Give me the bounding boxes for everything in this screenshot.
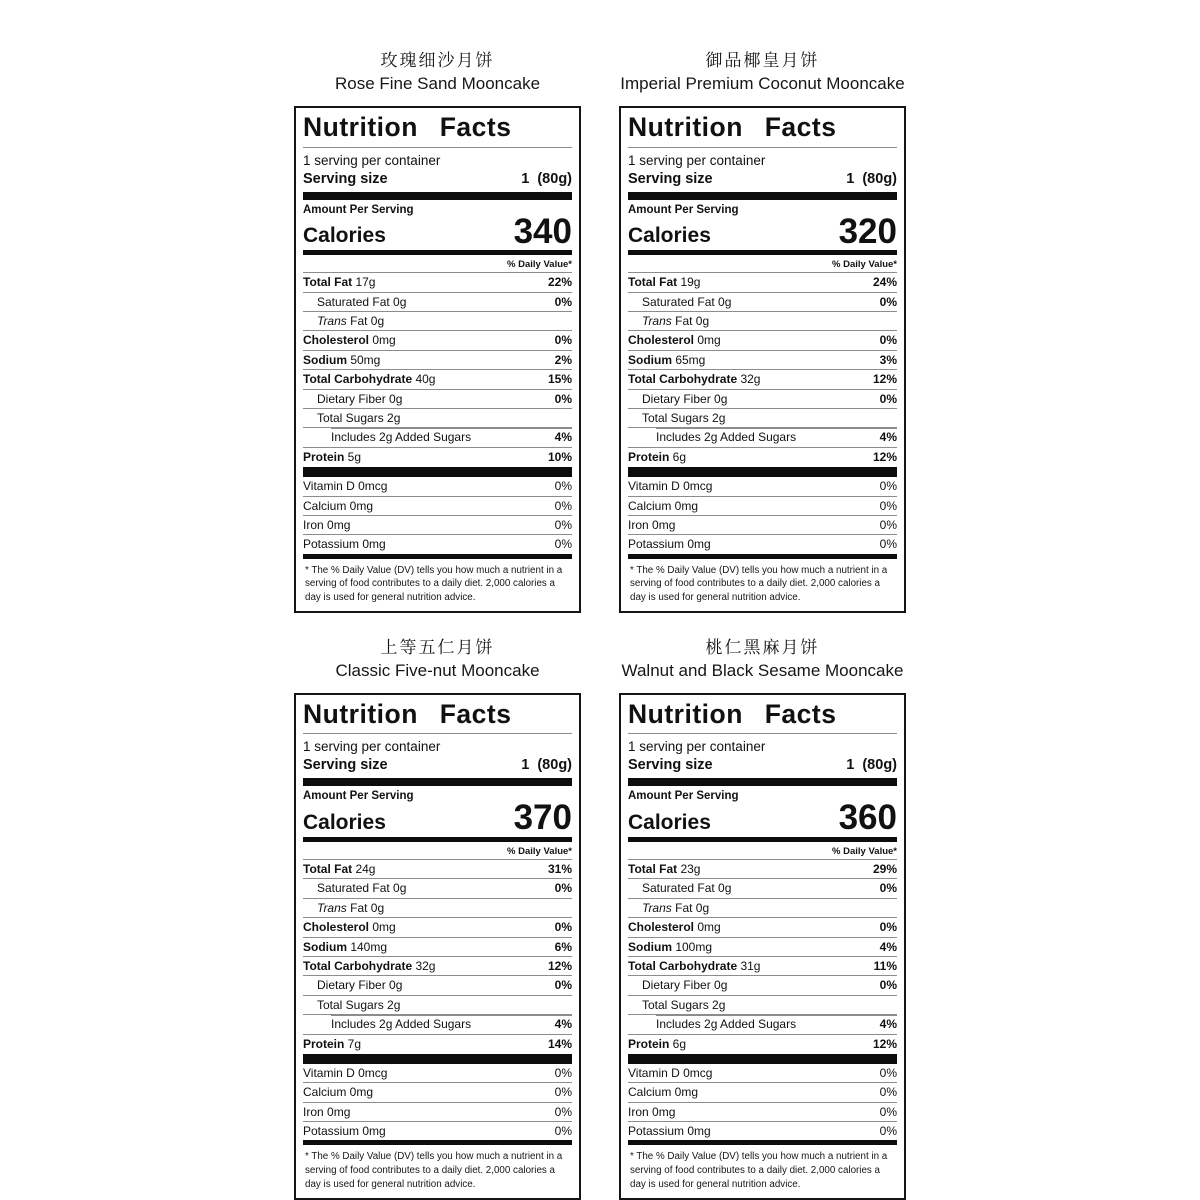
calories-row: [303, 211, 572, 251]
product-title-chinese: 上等五仁月饼: [380, 637, 495, 657]
serving-size-label: Serving size: [628, 170, 713, 187]
nutrition-facts-heading: Nutrition Facts: [303, 699, 572, 735]
nutrient-name-amount: Saturated Fat 0g: [642, 294, 732, 309]
nutrient-daily-value: 0%: [554, 498, 572, 513]
serving-size-row: [303, 169, 572, 192]
nutrition-facts-heading: Nutrition Facts: [628, 112, 897, 148]
nutrient-name-amount: Total Carbohydrate 40g: [303, 372, 436, 387]
nutrient-row: [628, 292, 897, 311]
calories-label: Calories: [303, 224, 386, 248]
nutrient-row: [628, 427, 897, 446]
nutrient-row: [628, 273, 897, 291]
mooncake-label: [619, 50, 906, 613]
nutrient-rows: [628, 860, 897, 1053]
nutrient-row: [303, 898, 572, 917]
nutrient-row: [303, 350, 572, 369]
nutrient-daily-value: 22%: [547, 275, 572, 290]
calories-row: [628, 798, 897, 838]
nutrient-daily-value: 0%: [554, 391, 572, 406]
nutrient-daily-value: 0%: [879, 479, 897, 494]
nutrient-daily-value: 31%: [547, 861, 572, 876]
product-title-block: [294, 50, 581, 95]
daily-value-header: % Daily Value*: [628, 255, 897, 273]
nutrient-daily-value: 14%: [547, 1036, 572, 1051]
nutrition-facts-panel: [619, 106, 906, 613]
product-title-block: [294, 637, 581, 682]
nutrient-name-amount: Protein 6g: [628, 449, 687, 464]
nutrient-row: [303, 292, 572, 311]
nutrient-daily-value: 4%: [554, 1017, 572, 1032]
nutrient-name-amount: Trans Fat 0g: [642, 900, 710, 915]
nutrient-daily-value: 12%: [872, 372, 897, 387]
nutrient-daily-value: 0%: [554, 333, 572, 348]
nutrient-daily-value: 0%: [879, 1124, 897, 1139]
nutrient-name-amount: Total Fat 24g: [303, 861, 376, 876]
nutrient-daily-value: 6%: [554, 939, 572, 954]
calories-value: 370: [513, 798, 572, 838]
nutrient-name-amount: Includes 2g Added Sugars: [656, 430, 797, 445]
nutrient-row: [628, 995, 897, 1014]
nutrient-daily-value: 0%: [554, 881, 572, 896]
nutrient-name-amount: Saturated Fat 0g: [642, 881, 732, 896]
nutrient-name-amount: Saturated Fat 0g: [317, 881, 407, 896]
nutrient-daily-value: 0%: [879, 978, 897, 993]
nutrient-name-amount: Total Carbohydrate 32g: [303, 958, 436, 973]
nutrient-daily-value: 3%: [879, 352, 897, 367]
product-title-english: Classic Five-nut Mooncake: [335, 660, 540, 680]
calories-label: Calories: [628, 224, 711, 248]
nutrient-daily-value: 11%: [873, 958, 897, 973]
nutrient-row: [628, 860, 897, 878]
amount-per-serving-label: Amount Per Serving: [303, 203, 414, 216]
nutrient-name-amount: Total Sugars 2g: [317, 410, 401, 425]
nutrient-row: [628, 534, 897, 553]
nutrient-daily-value: 12%: [872, 1036, 897, 1051]
amount-per-serving-label: Amount Per Serving: [628, 203, 739, 216]
nutrient-row: [303, 496, 572, 515]
nutrient-name-amount: Trans Fat 0g: [317, 313, 385, 328]
nutrient-row: [303, 389, 572, 408]
nutrient-name-amount: Total Fat 19g: [628, 275, 701, 290]
nutrient-name-amount: Sodium 65mg: [628, 352, 706, 367]
nutrient-daily-value: 0%: [554, 978, 572, 993]
vitamin-rows: [628, 1064, 897, 1141]
nutrient-daily-value: 2%: [554, 352, 572, 367]
nutrient-daily-value: 10%: [547, 449, 572, 464]
servings-per-container: 1 serving per container: [628, 739, 766, 755]
nutrient-name-amount: Calcium 0mg: [303, 1085, 374, 1100]
nutrient-name-amount: Potassium 0mg: [303, 1124, 386, 1139]
nutrient-name-amount: Iron 0mg: [628, 1104, 676, 1119]
product-title-block: [619, 637, 906, 682]
daily-value-footnote: * The % Daily Value (DV) tells you how much a nutrient in a serving of food contributes to a daily diet. 2,000 calories a day is used for general nutrition advice.: [305, 1151, 563, 1190]
serving-size-label: Serving size: [303, 170, 388, 187]
servings-per-container: 1 serving per container: [303, 739, 441, 755]
nutrient-row: [628, 1064, 897, 1082]
servings-per-container: 1 serving per container: [303, 152, 441, 168]
nutrient-daily-value: 0%: [879, 920, 897, 935]
nutrient-row: [628, 975, 897, 994]
nutrient-name-amount: Calcium 0mg: [628, 1085, 699, 1100]
nutrient-row: [303, 273, 572, 291]
nutrient-row: [303, 1064, 572, 1082]
thick-divider: [628, 1054, 897, 1064]
nutrient-name-amount: Vitamin D 0mcg: [303, 479, 388, 494]
thick-divider: [303, 192, 572, 200]
nutrient-row: [628, 369, 897, 388]
daily-value-footnote: * The % Daily Value (DV) tells you how much a nutrient in a serving of food contributes to a daily diet. 2,000 calories a day is used for general nutrition advice.: [630, 1151, 888, 1190]
nutrient-daily-value: 0%: [554, 1104, 572, 1119]
nutrient-name-amount: Potassium 0mg: [303, 537, 386, 552]
nutrient-daily-value: 0%: [554, 294, 572, 309]
nutrient-daily-value: 4%: [879, 430, 897, 445]
nutrient-daily-value: 0%: [554, 537, 572, 552]
nutrient-daily-value: 0%: [879, 333, 897, 348]
product-title-english: Rose Fine Sand Mooncake: [334, 73, 541, 93]
calories-value: 340: [513, 211, 572, 251]
serving-size-value: 1 (80g): [846, 757, 897, 774]
nutrient-name-amount: Protein 5g: [303, 449, 362, 464]
nutrient-row: [628, 956, 897, 975]
nutrient-row: [303, 1121, 572, 1140]
calories-row: [628, 211, 897, 251]
nutrient-daily-value: 0%: [879, 881, 897, 896]
thick-divider: [303, 1054, 572, 1064]
nutrient-name-amount: Cholesterol 0mg: [303, 333, 396, 348]
amount-per-serving-label: Amount Per Serving: [628, 790, 739, 803]
nutrient-name-amount: Vitamin D 0mcg: [303, 1065, 388, 1080]
nutrient-row: [303, 917, 572, 936]
nutrient-daily-value: 12%: [872, 449, 897, 464]
nutrient-daily-value: 4%: [879, 1017, 897, 1032]
nutrient-row: [303, 1102, 572, 1121]
nutrient-row: [303, 937, 572, 956]
mooncake-label: [619, 637, 906, 1200]
thick-divider: [628, 467, 897, 477]
nutrient-row: [303, 477, 572, 495]
nutrient-name-amount: Protein 6g: [628, 1036, 687, 1051]
nutrient-daily-value: 4%: [879, 939, 897, 954]
nutrient-daily-value: 0%: [879, 1085, 897, 1100]
nutrient-row: [628, 1014, 897, 1033]
nutrient-row: [303, 408, 572, 427]
nutrient-name-amount: Total Sugars 2g: [642, 410, 726, 425]
product-title-chinese: 桃仁黑麻月饼: [705, 637, 820, 657]
nutrient-name-amount: Cholesterol 0mg: [628, 920, 721, 935]
nutrition-facts-panel: [619, 693, 906, 1200]
nutrient-row: [628, 447, 897, 466]
nutrient-daily-value: 0%: [554, 517, 572, 532]
nutrient-name-amount: Includes 2g Added Sugars: [331, 1017, 472, 1032]
nutrient-rows: [628, 273, 897, 466]
nutrient-row: [303, 369, 572, 388]
nutrient-daily-value: 0%: [554, 1085, 572, 1100]
daily-value-footnote: * The % Daily Value (DV) tells you how much a nutrient in a serving of food contributes to a daily diet. 2,000 calories a day is used for general nutrition advice.: [630, 564, 888, 604]
nutrient-row: [303, 330, 572, 349]
nutrient-name-amount: Dietary Fiber 0g: [642, 391, 728, 406]
daily-value-header: % Daily Value*: [303, 255, 572, 273]
nutrient-row: [628, 917, 897, 936]
mooncake-label: [294, 50, 581, 613]
nutrient-daily-value: 0%: [554, 1124, 572, 1139]
product-title-block: [619, 50, 906, 95]
nutrient-row: [628, 350, 897, 369]
daily-value-header: % Daily Value*: [303, 842, 572, 860]
nutrient-row: [628, 389, 897, 408]
nutrient-row: [628, 477, 897, 495]
vitamin-rows: [628, 477, 897, 554]
nutrient-daily-value: 0%: [879, 517, 897, 532]
nutrient-row: [303, 447, 572, 466]
nutrient-name-amount: Includes 2g Added Sugars: [331, 430, 472, 445]
nutrient-row: [303, 534, 572, 553]
nutrient-row: [303, 311, 572, 330]
nutrient-row: [628, 878, 897, 897]
product-title-english: Walnut and Black Sesame Mooncake: [621, 660, 904, 680]
nutrient-name-amount: Potassium 0mg: [628, 1124, 711, 1139]
serving-size-label: Serving size: [303, 757, 388, 774]
nutrient-name-amount: Sodium 140mg: [303, 939, 388, 954]
nutrient-row: [628, 1121, 897, 1140]
vitamin-rows: [303, 477, 572, 554]
nutrient-name-amount: Total Sugars 2g: [642, 997, 726, 1012]
serving-size-value: 1 (80g): [521, 170, 572, 187]
nutrient-name-amount: Total Carbohydrate 32g: [628, 372, 761, 387]
serving-size-row: [628, 755, 897, 778]
serving-size-value: 1 (80g): [846, 170, 897, 187]
nutrient-row: [303, 1082, 572, 1101]
nutrient-row: [303, 860, 572, 878]
nutrient-row: [628, 1102, 897, 1121]
nutrient-daily-value: 0%: [879, 1104, 897, 1119]
nutrient-daily-value: 0%: [879, 537, 897, 552]
nutrient-row: [628, 1034, 897, 1053]
thick-divider: [628, 778, 897, 786]
nutrient-daily-value: 0%: [879, 1065, 897, 1080]
product-title-english: Imperial Premium Coconut Mooncake: [620, 73, 905, 93]
nutrient-row: [303, 975, 572, 994]
nutrient-name-amount: Trans Fat 0g: [317, 900, 385, 915]
servings-per-container: 1 serving per container: [628, 152, 766, 168]
nutrient-name-amount: Trans Fat 0g: [642, 313, 710, 328]
nutrient-name-amount: Calcium 0mg: [628, 498, 699, 513]
nutrient-name-amount: Iron 0mg: [628, 517, 676, 532]
nutrient-name-amount: Total Carbohydrate 31g: [628, 958, 761, 973]
nutrient-name-amount: Total Fat 17g: [303, 275, 376, 290]
nutrient-name-amount: Total Fat 23g: [628, 861, 701, 876]
mooncake-label: [294, 637, 581, 1200]
thick-divider: [303, 467, 572, 477]
nutrient-daily-value: 0%: [879, 294, 897, 309]
nutrient-daily-value: 15%: [547, 372, 572, 387]
product-title-chinese: 御品椰皇月饼: [705, 51, 820, 70]
daily-value-header: % Daily Value*: [628, 842, 897, 860]
nutrient-row: [628, 496, 897, 515]
labels-grid: [294, 0, 906, 1200]
nutrient-name-amount: Sodium 50mg: [303, 352, 381, 367]
vitamin-rows: [303, 1064, 572, 1141]
nutrient-row: [303, 878, 572, 897]
nutrient-name-amount: Cholesterol 0mg: [303, 920, 396, 935]
nutrition-facts-heading: Nutrition Facts: [303, 112, 572, 148]
nutrient-row: [628, 515, 897, 534]
nutrient-rows: [303, 273, 572, 466]
nutrient-name-amount: Dietary Fiber 0g: [317, 978, 403, 993]
nutrition-facts-panel: [294, 106, 581, 613]
nutrient-name-amount: Iron 0mg: [303, 1104, 351, 1119]
nutrient-name-amount: Iron 0mg: [303, 517, 351, 532]
nutrient-daily-value: 0%: [879, 498, 897, 513]
thick-divider: [303, 778, 572, 786]
nutrition-facts-panel: [294, 693, 581, 1200]
nutrient-row: [303, 956, 572, 975]
nutrient-name-amount: Dietary Fiber 0g: [317, 391, 403, 406]
nutrient-daily-value: 0%: [554, 1065, 572, 1080]
nutrient-row: [303, 427, 572, 446]
nutrient-row: [303, 1014, 572, 1033]
nutrient-name-amount: Vitamin D 0mcg: [628, 1065, 713, 1080]
calories-row: [303, 798, 572, 838]
nutrient-row: [303, 1034, 572, 1053]
nutrient-row: [303, 515, 572, 534]
product-title-chinese: 玫瑰细沙月饼: [380, 51, 495, 70]
thick-divider: [628, 192, 897, 200]
nutrient-row: [628, 937, 897, 956]
serving-size-value: 1 (80g): [521, 757, 572, 774]
nutrient-row: [628, 408, 897, 427]
serving-size-label: Serving size: [628, 757, 713, 774]
nutrient-name-amount: Includes 2g Added Sugars: [656, 1017, 797, 1032]
calories-value: 320: [838, 211, 897, 251]
nutrient-daily-value: 12%: [547, 958, 572, 973]
nutrient-row: [303, 995, 572, 1014]
serving-size-row: [303, 755, 572, 778]
nutrient-daily-value: 29%: [872, 861, 897, 876]
nutrient-name-amount: Dietary Fiber 0g: [642, 978, 728, 993]
nutrient-row: [628, 330, 897, 349]
nutrient-name-amount: Total Sugars 2g: [317, 997, 401, 1012]
serving-size-row: [628, 169, 897, 192]
nutrient-row: [628, 1082, 897, 1101]
nutrient-daily-value: 4%: [554, 430, 572, 445]
nutrient-name-amount: Vitamin D 0mcg: [628, 479, 713, 494]
nutrient-daily-value: 0%: [554, 479, 572, 494]
nutrient-name-amount: Sodium 100mg: [628, 939, 713, 954]
nutrient-name-amount: Calcium 0mg: [303, 498, 374, 513]
nutrient-name-amount: Protein 7g: [303, 1036, 362, 1051]
nutrient-row: [628, 898, 897, 917]
nutrient-row: [628, 311, 897, 330]
daily-value-footnote: * The % Daily Value (DV) tells you how much a nutrient in a serving of food contributes to a daily diet. 2,000 calories a day is used for general nutrition advice.: [305, 564, 563, 604]
nutrient-daily-value: 0%: [554, 920, 572, 935]
amount-per-serving-label: Amount Per Serving: [303, 790, 414, 803]
calories-label: Calories: [628, 810, 711, 834]
nutrient-daily-value: 24%: [872, 275, 897, 290]
nutrient-name-amount: Saturated Fat 0g: [317, 294, 407, 309]
nutrient-rows: [303, 860, 572, 1053]
nutrition-facts-heading: Nutrition Facts: [628, 699, 897, 735]
calories-label: Calories: [303, 810, 386, 834]
calories-value: 360: [838, 798, 897, 838]
nutrient-name-amount: Potassium 0mg: [628, 537, 711, 552]
nutrient-name-amount: Cholesterol 0mg: [628, 333, 721, 348]
nutrient-daily-value: 0%: [879, 391, 897, 406]
